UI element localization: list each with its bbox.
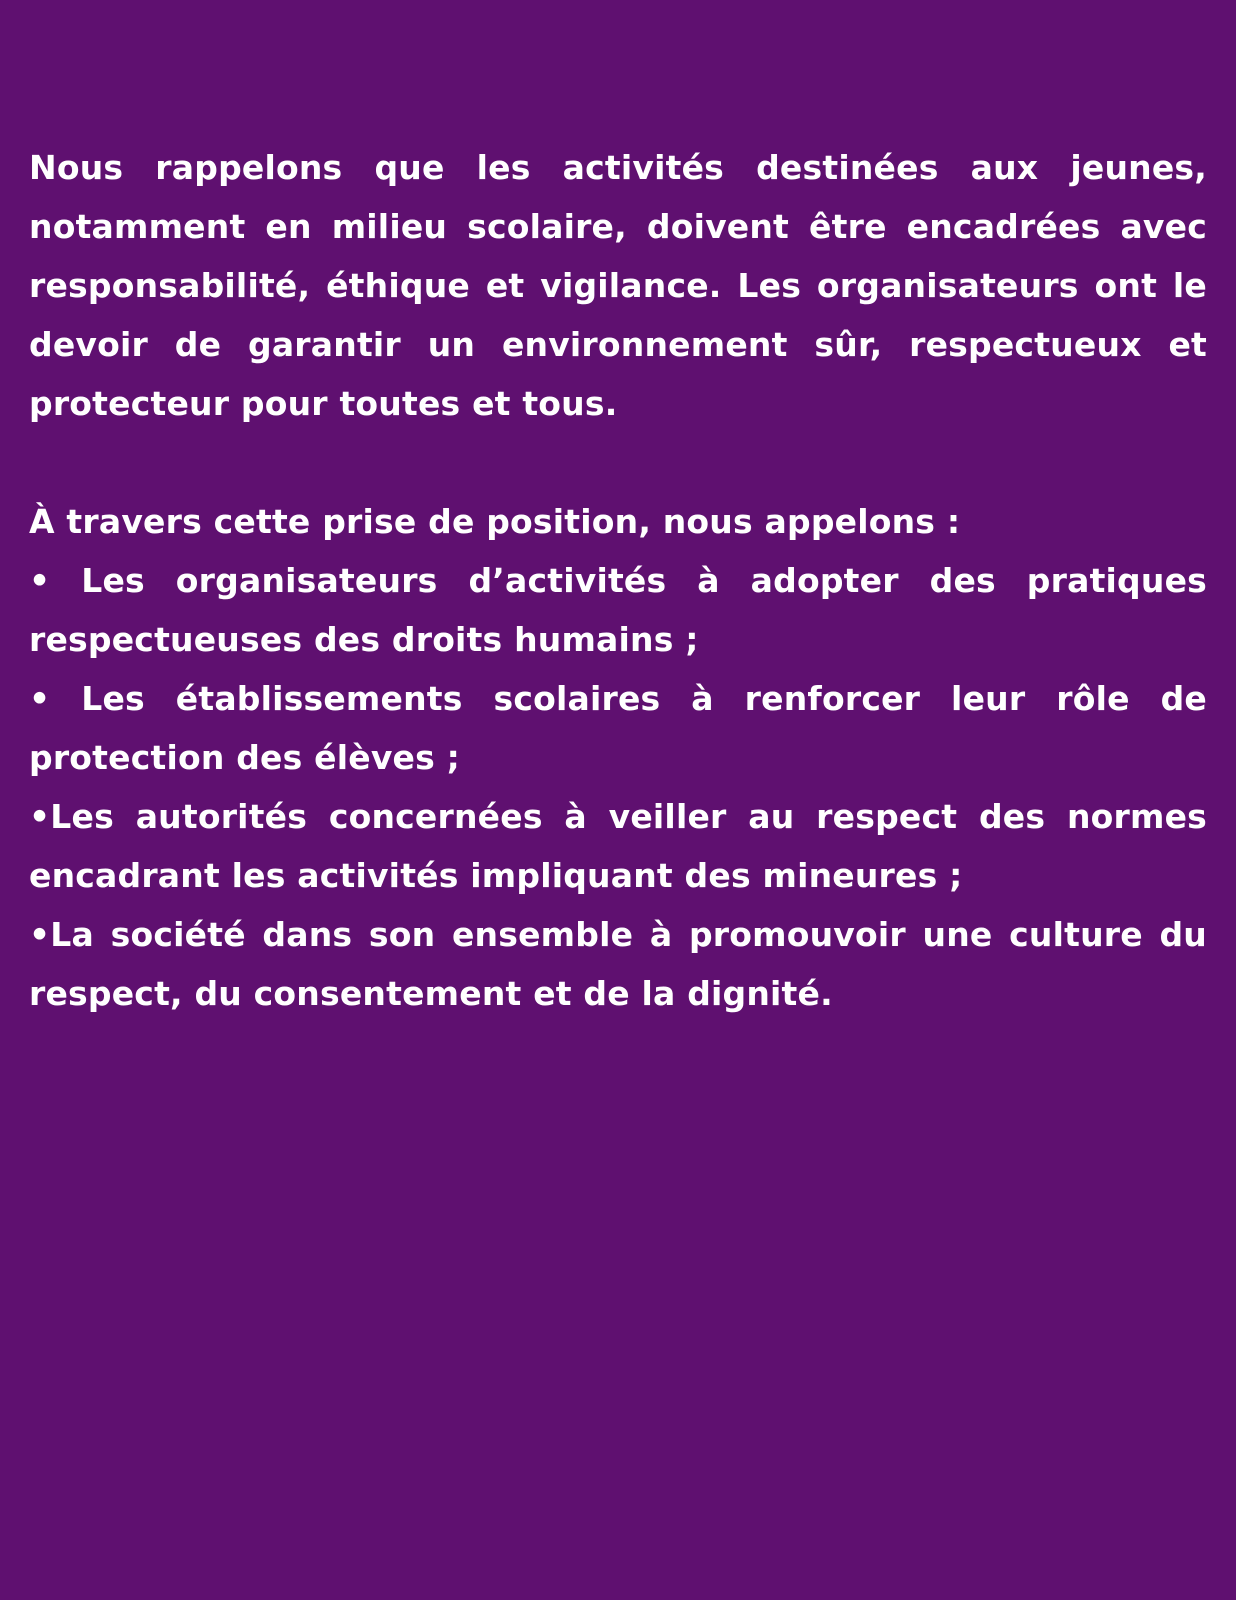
list-item	[29, 787, 1207, 905]
bullet-icon: •	[29, 915, 51, 954]
call-intro: À travers cette prise de position, nous appelons :	[29, 502, 961, 541]
list-item	[29, 669, 1207, 787]
bullet-icon: •	[29, 561, 51, 600]
list-item	[29, 905, 1207, 1023]
list-item-text: Les organisateurs d’activités à adopter des pratiques respectueuses des droits humains ;	[29, 561, 1207, 659]
list-item-text: Les établissements scolaires à renforcer leur rôle de protection des élèves ;	[29, 679, 1207, 777]
paragraph-spacer	[29, 433, 1207, 492]
bullet-icon: •	[29, 679, 51, 718]
list-item-text: Les autorités concernées à veiller au respect des normes encadrant les activités impliquant des mineures ;	[29, 797, 1207, 895]
statement-body	[29, 138, 1207, 1023]
bullet-icon: •	[29, 797, 51, 836]
statement-paragraph: Nous rappelons que les activités destinées aux jeunes, notamment en milieu scolaire, doivent être encadrées avec responsabilité, éthique et vigilance. Les organisateurs ont le devoir de garantir un environnement sûr, respectueux et protecteur pour toutes et tous.	[29, 148, 1207, 423]
list-item	[29, 551, 1207, 669]
list-item-text: La société dans son ensemble à promouvoir une culture du respect, du consentement et de la dignité.	[29, 915, 1207, 1013]
call-list	[29, 551, 1207, 1023]
